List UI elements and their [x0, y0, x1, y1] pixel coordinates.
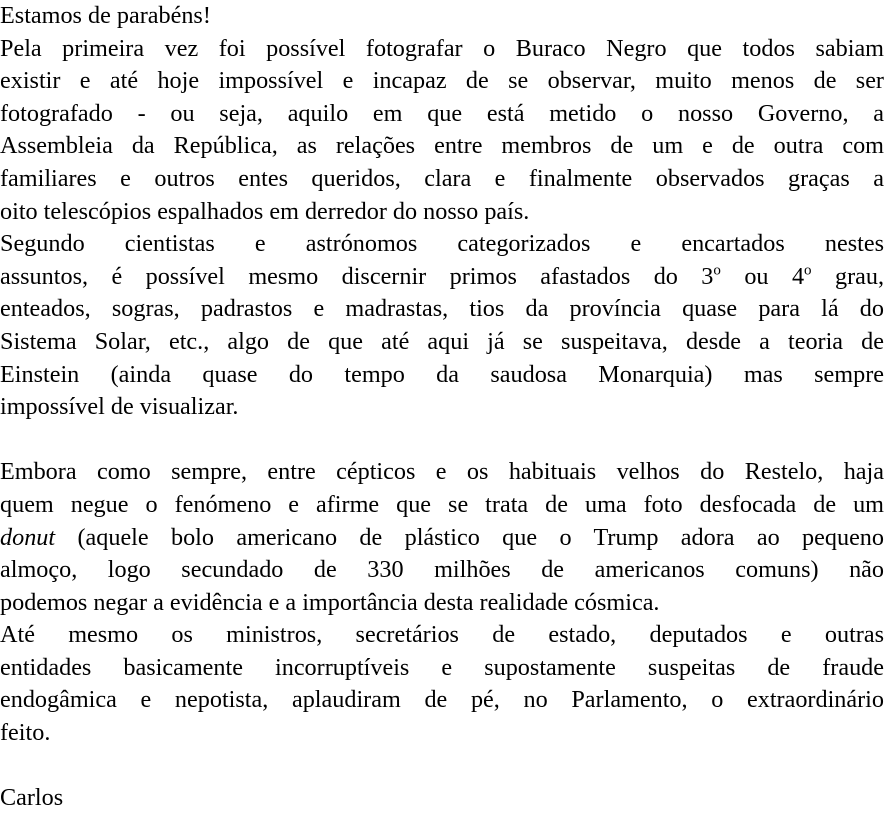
text-segment: grau, [811, 262, 884, 290]
text-segment: (aquele bolo americano de plástico que o Trump adora ao pequeno [55, 523, 884, 551]
paragraph-line: existir e até hoje impossível e incapaz de se observar, muito menos de ser [0, 67, 884, 95]
paragraph-line: feito. [0, 719, 51, 747]
paragraph-line: Sistema Solar, etc., algo de que até aqui já se suspeitava, desde a teoria de [0, 327, 884, 355]
signature: Carlos [0, 784, 64, 812]
paragraph-line: quem negue o fenómeno e afirme que se trata de uma foto desfocada de um [0, 490, 884, 518]
paragraph-line: Pela primeira vez foi possível fotografar o Buraco Negro que todos sabiam [0, 34, 884, 62]
paragraph-scientists [0, 228, 884, 424]
paragraph-line: Assembleia da República, as relações entre membros de um e de outra com [0, 132, 884, 160]
paragraph-line: impossível de visualizar. [0, 393, 239, 421]
paragraph-line: entidades basicamente incorruptíveis e supostamente suspeitas de fraude [0, 653, 884, 681]
paragraph-line: fotografado - ou seja, aquilo em que está metido o nosso Governo, a [0, 99, 884, 127]
italic-word: donut [0, 523, 56, 551]
paragraph-line: almoço, logo secundado de 330 milhões de americanos comuns) não [0, 556, 884, 584]
paragraph-line: podemos negar a evidência e a importância desta realidade cósmica. [0, 588, 660, 616]
paragraph-black-hole-photo [0, 33, 884, 229]
paragraph-line: Embora como sempre, entre cépticos e os habituais velhos do Restelo, haja [0, 458, 884, 486]
greeting-line: Estamos de parabéns! [0, 2, 211, 29]
paragraph-skeptics [0, 456, 884, 619]
blank-line [0, 424, 884, 457]
paragraph-line [0, 261, 884, 294]
paragraph-line: Até mesmo os ministros, secretários de estado, deputados e outras [0, 621, 884, 649]
paragraph-line: Segundo cientistas e astrónomos categorizados e encartados nestes [0, 230, 884, 258]
paragraph-line: enteados, sogras, padrastos e madrastas, tios da província quase para lá do [0, 295, 884, 323]
paragraph-line: familiares e outros entes queridos, clara e finalmente observados graças a [0, 164, 884, 192]
paragraph-line [0, 522, 884, 555]
paragraph-line: oito telescópios espalhados em derredor do nosso país. [0, 197, 530, 225]
text-segment: assuntos, é possível mesmo discernir primos afastados do 3 [0, 262, 714, 290]
blank-line [0, 750, 884, 783]
text-segment: ou 4 [720, 262, 805, 290]
paragraph-ministers [0, 619, 884, 749]
paragraph-line: Einstein (ainda quase do tempo da saudosa Monarquia) mas sempre [0, 360, 884, 388]
ordinal-superscript: o [713, 262, 721, 279]
ordinal-superscript: o [804, 262, 812, 279]
paragraph-line: endogâmica e nepotista, aplaudiram de pé, no Parlamento, o extraordinário [0, 686, 884, 714]
